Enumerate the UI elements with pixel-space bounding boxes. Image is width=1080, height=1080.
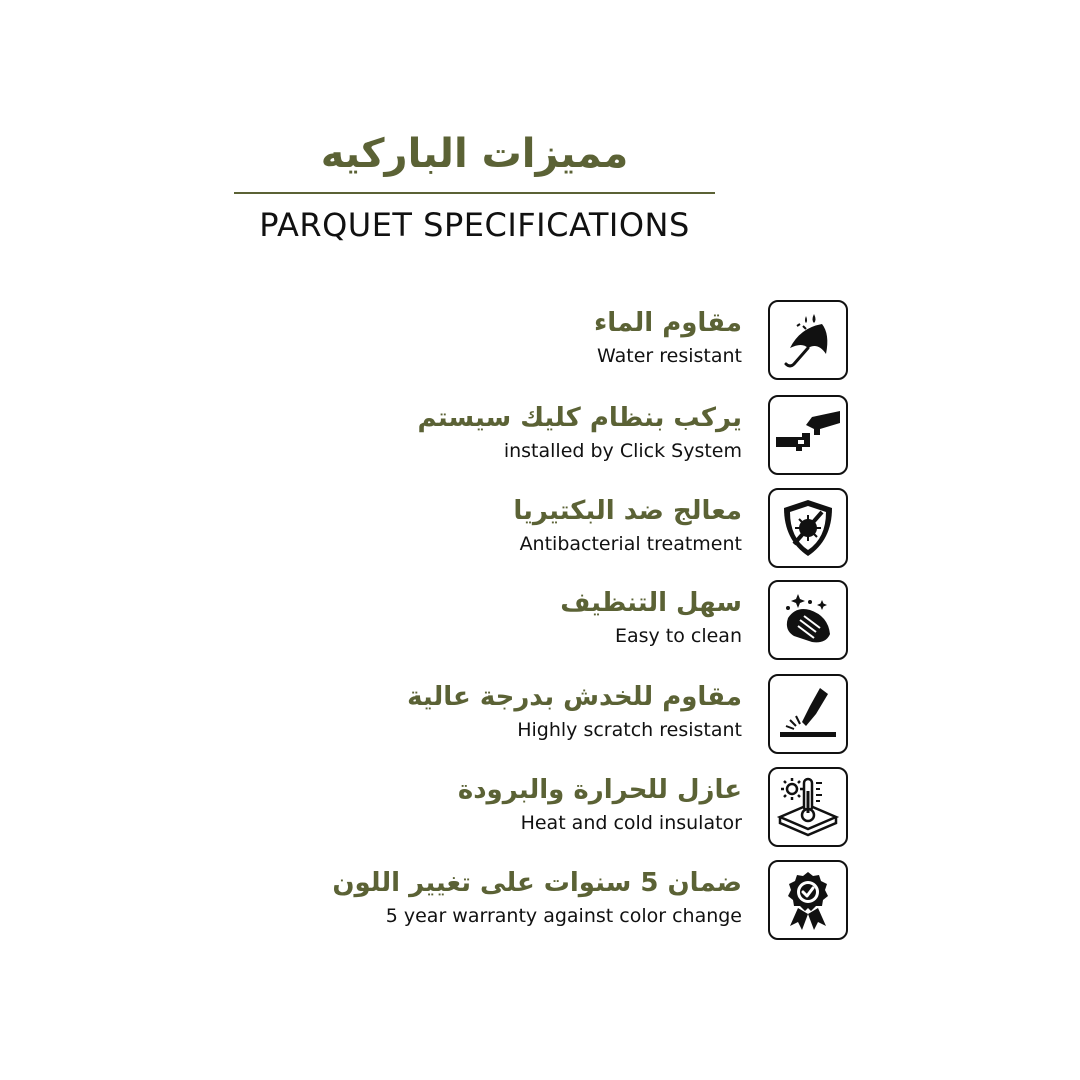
feature-click-system [300, 395, 848, 479]
feature-label-arabic: عازل للحرارة والبرودة [457, 775, 742, 805]
feature-label-arabic: ضمان 5 سنوات على تغيير اللون [332, 868, 742, 898]
feature-easy-clean [300, 580, 848, 664]
feature-label-english: Heat and cold insulator [520, 812, 742, 834]
feature-water-resistant [300, 300, 848, 384]
knife-scratch-icon [768, 674, 848, 754]
page-title-english: PARQUET SPECIFICATIONS [259, 206, 690, 244]
title-divider [234, 192, 715, 194]
feature-scratch-resistant [300, 674, 848, 758]
feature-label-english: Easy to clean [614, 625, 742, 647]
click-joint-icon [768, 395, 848, 475]
feature-label-english: Antibacterial treatment [519, 533, 742, 555]
feature-label-arabic: مقاوم الماء [593, 308, 742, 338]
page-title-arabic: مميزات الباركيه [320, 131, 629, 177]
feature-label-english: Highly scratch resistant [517, 719, 742, 741]
feature-label-arabic: سهل التنظيف [560, 588, 742, 618]
feature-label-arabic: مقاوم للخدش بدرجة عالية [407, 682, 742, 712]
feature-warranty [300, 860, 848, 944]
feature-insulator [300, 767, 848, 851]
feature-antibacterial [300, 488, 848, 572]
thermometer-insulation-icon [768, 767, 848, 847]
feature-label-arabic: معالج ضد البكتيريا [513, 496, 742, 526]
feature-label-english: 5 year warranty against color change [385, 905, 742, 927]
hand-wiping-icon [768, 580, 848, 660]
feature-label-english: Water resistant [597, 345, 742, 367]
feature-label-english: installed by Click System [503, 440, 742, 462]
warranty-badge-icon [768, 860, 848, 940]
shield-bacteria-icon [768, 488, 848, 568]
header [234, 128, 715, 244]
umbrella-rain-icon [768, 300, 848, 380]
feature-label-arabic: يركب بنظام كليك سيستم [417, 403, 742, 433]
